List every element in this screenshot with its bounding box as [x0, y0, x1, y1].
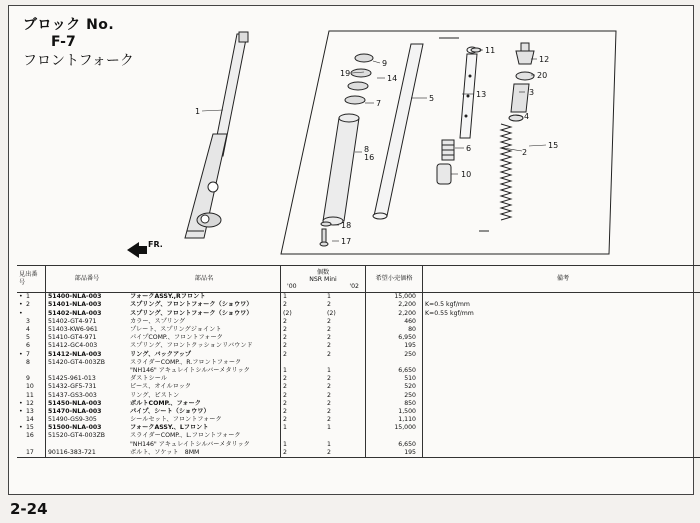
parts-table-body	[17, 293, 700, 458]
qty-col1-cell	[281, 432, 326, 440]
model-label: NSR Mini	[309, 275, 337, 283]
ref-number: 3	[26, 317, 30, 325]
callout-18: 18	[341, 221, 352, 230]
callout-3: 3	[529, 88, 535, 97]
col-remarks-header: 備考	[423, 266, 700, 293]
description-cell: パイプCOMP.、フロントフォーク	[128, 334, 281, 342]
qty-col1-cell: 1	[283, 440, 287, 448]
page-number: 2-24	[10, 500, 48, 518]
block-code: F-7	[51, 34, 76, 50]
qty-col2-cell: 2	[325, 449, 366, 458]
ref-cell	[17, 309, 46, 317]
price-cell	[366, 432, 423, 440]
qty-col1-cell: 2	[283, 301, 287, 309]
part-no-cell: 51470-NLA-003	[48, 407, 102, 415]
catalog-page	[8, 5, 694, 495]
ref-number: 13	[26, 407, 34, 415]
description-cell: スプリング、フロントフォーク（ショウワ）	[128, 309, 281, 317]
ref-cell	[17, 359, 46, 367]
part-no-cell: 51412-GC4-003	[48, 342, 98, 350]
part-no-cell: 51425-961-013	[48, 375, 96, 383]
parts-table	[17, 265, 700, 458]
callout-11: 11	[485, 46, 496, 55]
qty-col2-cell: 1	[325, 424, 366, 432]
new-part-marker: •	[19, 293, 23, 301]
remarks-cell	[423, 375, 700, 383]
price-cell	[366, 359, 423, 367]
main-spring-illustration	[479, 124, 511, 231]
ref-number: 6	[26, 342, 30, 350]
table-row	[17, 293, 700, 302]
price-cell: 1,500	[366, 408, 423, 416]
part-no-cell: 51402-GT4-971	[48, 317, 97, 325]
description-cell: スライダーCOMP.、R.フロントフォーク	[128, 359, 281, 367]
part-no-cell: 51410-GT4-971	[48, 334, 97, 342]
qty-col2-cell: 2	[325, 408, 366, 416]
remarks-cell: K=0.5 kgf/mm	[425, 301, 470, 309]
ref-cell	[17, 342, 46, 350]
qty-col2-cell: 2	[325, 342, 366, 350]
description-cell: ダストシール	[128, 375, 281, 383]
fork-bolt-illustration	[471, 43, 534, 121]
qty-col2-cell: 2	[325, 326, 366, 334]
part-no-cell	[46, 367, 129, 375]
remarks-cell	[423, 449, 700, 458]
callout-13: 13	[476, 90, 487, 99]
price-cell: 195	[366, 449, 423, 458]
part-no-cell: 51490-GS9-305	[48, 416, 97, 424]
table-row	[17, 326, 700, 334]
callout-7: 7	[376, 99, 382, 108]
new-part-marker: •	[19, 309, 23, 317]
price-cell: 80	[366, 326, 423, 334]
qty-col1-cell: 2	[281, 449, 326, 458]
qty-col1-cell: 2	[283, 383, 287, 391]
fork-pipe-illustration	[373, 44, 423, 219]
part-no-cell: 51412-NLA-003	[48, 350, 102, 358]
leader-lines	[202, 50, 546, 241]
qty-col2-label: '02	[349, 282, 359, 290]
ref-cell	[17, 424, 46, 432]
callout-6: 6	[466, 144, 472, 153]
description-cell: "NH146" アキュレイトシルバーメタリック	[128, 440, 281, 448]
ref-number: 17	[26, 448, 34, 456]
table-row	[17, 350, 700, 358]
callout-12: 12	[539, 55, 550, 64]
table-row	[17, 301, 700, 309]
price-cell: 510	[366, 375, 423, 383]
price-cell: 2,200	[366, 301, 423, 309]
ref-number: 2	[26, 301, 30, 309]
table-row	[17, 399, 700, 407]
price-cell: 250	[366, 391, 423, 399]
qty-col2-cell: 2	[325, 301, 366, 309]
remarks-cell: K=0.55 kgf/mm	[425, 309, 474, 317]
table-row	[17, 383, 700, 391]
qty-col1-cell	[281, 359, 326, 367]
part-no-cell: 51402-NLA-003	[48, 309, 102, 317]
exploded-diagram	[9, 6, 693, 261]
remarks-cell	[423, 367, 700, 375]
callout-20: 20	[537, 71, 548, 80]
remarks-cell	[423, 350, 700, 358]
ref-cell	[17, 383, 46, 391]
callout-17: 17	[341, 237, 352, 246]
qty-col1-cell: 2	[283, 407, 287, 415]
qty-col1-cell: 1	[283, 424, 287, 432]
qty-col2-cell: 2	[325, 334, 366, 342]
qty-col1-cell: 2	[283, 416, 287, 424]
description-cell: ピース、オイルロック	[128, 383, 281, 391]
col-part-no-header: 部品番号	[46, 266, 129, 293]
qty-col2-cell: 1	[325, 293, 366, 302]
description-cell: フォークASSY.,Rフロント	[128, 293, 281, 302]
qty-col1-cell: 2	[283, 326, 287, 334]
ref-number: 8	[26, 358, 30, 366]
table-row	[17, 424, 700, 432]
qty-col2-cell: 2	[325, 375, 366, 383]
ref-number: 14	[26, 416, 34, 424]
ref-number: 9	[26, 375, 30, 383]
table-row	[17, 318, 700, 326]
description-cell: プレート、スプリングジョイント	[128, 326, 281, 334]
description-cell: フォークASSY.、Lフロント	[128, 424, 281, 432]
qty-col2-cell: 1	[325, 367, 366, 375]
table-row	[17, 449, 700, 458]
qty-col2-cell: 2	[325, 318, 366, 326]
price-cell: 6,650	[366, 440, 423, 448]
qty-col2-cell: 2	[325, 391, 366, 399]
qty-col2-cell: 1	[325, 440, 366, 448]
qty-col1-cell: 2	[283, 375, 287, 383]
ref-number: 5	[26, 334, 30, 342]
ref-number: 16	[26, 432, 34, 440]
price-cell: 460	[366, 318, 423, 326]
qty-col1-cell: 2	[283, 317, 287, 325]
remarks-cell	[423, 293, 700, 302]
remarks-cell	[423, 432, 700, 440]
table-row	[17, 334, 700, 342]
ref-number: 1	[26, 293, 30, 301]
remarks-cell	[423, 383, 700, 391]
front-direction-arrow	[127, 240, 163, 258]
col-description-header: 部品名	[128, 266, 281, 293]
ref-number: 10	[26, 383, 34, 391]
qty-group-label: 個数	[316, 268, 330, 276]
ref-cell	[17, 399, 46, 407]
remarks-cell	[423, 408, 700, 416]
part-no-cell: 51500-NLA-003	[48, 424, 102, 432]
qty-col1-cell: 2	[283, 391, 287, 399]
callout-16: 16	[364, 153, 375, 162]
description-cell: シールセット、フロントフォーク	[128, 416, 281, 424]
remarks-cell	[423, 424, 700, 432]
description-cell: スプリング、フロントクッションリバウンド	[128, 342, 281, 350]
new-part-marker: •	[19, 350, 23, 358]
table-row	[17, 342, 700, 350]
ref-cell	[17, 391, 46, 399]
part-no-cell: 90116-383-721	[46, 449, 129, 458]
socket-bolt-illustration	[320, 222, 331, 246]
table-row	[17, 309, 700, 317]
price-cell: 15,000	[366, 293, 423, 302]
ref-cell	[17, 416, 46, 424]
remarks-cell	[423, 318, 700, 326]
table-row	[17, 391, 700, 399]
table-row	[17, 375, 700, 383]
table-row	[17, 416, 700, 424]
new-part-marker: •	[19, 399, 23, 407]
part-no-cell: 51450-NLA-003	[48, 399, 102, 407]
qty-col1-cell: 2	[283, 334, 287, 342]
remarks-cell	[423, 399, 700, 407]
remarks-cell	[423, 359, 700, 367]
description-cell: スプリング、フロントフォーク（ショウワ）	[128, 301, 281, 309]
callout-9: 9	[382, 59, 388, 68]
callout-5: 5	[429, 94, 435, 103]
remarks-cell	[423, 391, 700, 399]
price-cell: 250	[366, 350, 423, 358]
qty-col1-cell: 2	[283, 350, 287, 358]
remarks-cell	[423, 342, 700, 350]
qty-year-labels	[283, 283, 363, 290]
callout-10: 10	[461, 170, 472, 179]
table-header-row	[17, 266, 700, 293]
ref-cell	[17, 326, 46, 334]
ref-cell	[17, 350, 46, 358]
ref-cell	[17, 375, 46, 383]
price-cell: 850	[366, 399, 423, 407]
ref-number: 12	[26, 399, 34, 407]
callout-1: 1	[195, 107, 201, 116]
ref-cell	[17, 301, 46, 309]
col-price-header: 希望小売価格	[366, 266, 423, 293]
description-cell: カラー、スプリング	[128, 318, 281, 326]
new-part-marker: •	[19, 301, 23, 309]
col-ref-header: 見出番号	[17, 266, 46, 293]
qty-col1-cell: (2)	[283, 309, 292, 317]
qty-col1-label: '00	[287, 282, 297, 290]
part-no-cell: 51520-GT4-003ZB	[48, 432, 105, 440]
price-cell: 1,110	[366, 416, 423, 424]
qty-col1-cell: 1	[283, 366, 287, 374]
part-no-cell: 51400-NLA-003	[48, 293, 102, 301]
remarks-cell	[423, 334, 700, 342]
callout-15: 15	[548, 141, 559, 150]
part-no-cell: 51401-NLA-003	[48, 301, 102, 309]
callout-8: 8	[364, 145, 370, 154]
remarks-cell	[423, 326, 700, 334]
description-cell: ボルト、ソケット 8MM	[128, 449, 281, 458]
callout-14: 14	[387, 74, 398, 83]
description-cell: リング、ピストン	[128, 391, 281, 399]
qty-col2-cell: (2)	[325, 309, 366, 317]
part-no-cell: 51420-GT4-003ZB	[48, 358, 105, 366]
qty-col2-cell: 2	[325, 416, 366, 424]
seat-pipe-illustration	[460, 47, 477, 138]
table-row	[17, 359, 700, 367]
qty-col2-cell: 2	[325, 350, 366, 358]
ref-number: 15	[26, 424, 34, 432]
ref-cell	[17, 432, 46, 440]
ref-cell	[17, 440, 46, 448]
table-row	[17, 367, 700, 375]
col-qty-header	[281, 266, 366, 293]
table-row	[17, 432, 700, 440]
description-cell: ボルトCOMP.、フォーク	[128, 399, 281, 407]
fork-assembly-illustration	[185, 32, 248, 238]
ref-number: 4	[26, 326, 30, 334]
table-row	[17, 440, 700, 448]
part-no-cell	[46, 440, 129, 448]
ref-cell	[17, 408, 46, 416]
price-cell: 15,000	[366, 424, 423, 432]
part-no-cell: 51437-GS3-003	[48, 391, 97, 399]
ref-cell	[17, 334, 46, 342]
description-cell: スライダーCOMP.、L.フロントフォーク	[128, 432, 281, 440]
block-label: ブロック No.	[23, 17, 115, 33]
ref-number: 7	[26, 350, 30, 358]
ref-cell	[17, 293, 46, 302]
qty-col2-cell	[325, 432, 366, 440]
qty-col2-cell: 2	[325, 383, 366, 391]
new-part-marker: •	[19, 407, 23, 415]
arrow-left-icon	[127, 242, 147, 258]
seal-set-illustration	[345, 54, 373, 104]
part-no-cell: 51432-GF5-731	[48, 383, 97, 391]
ref-cell	[17, 318, 46, 326]
callout-2: 2	[522, 148, 528, 157]
price-cell: 6,950	[366, 334, 423, 342]
price-cell: 195	[366, 342, 423, 350]
price-cell: 2,200	[366, 309, 423, 317]
qty-col1-cell: 1	[283, 293, 287, 301]
new-part-marker: •	[19, 424, 23, 432]
qty-col1-cell: 2	[283, 342, 287, 350]
slider-illustration	[323, 114, 359, 225]
ref-cell	[17, 449, 46, 458]
ref-number: 11	[26, 391, 34, 399]
price-cell: 520	[366, 383, 423, 391]
price-cell: 6,650	[366, 367, 423, 375]
table-row	[17, 408, 700, 416]
qty-col2-cell: 2	[325, 399, 366, 407]
block-name: フロントフォーク	[23, 53, 134, 69]
description-cell: パイプ、シート（ショウワ）	[128, 408, 281, 416]
description-cell: "NH146" アキュレイトシルバーメタリック	[128, 367, 281, 375]
remarks-cell	[423, 440, 700, 448]
qty-col2-cell	[325, 359, 366, 367]
ref-cell	[17, 367, 46, 375]
qty-col1-cell: 2	[283, 399, 287, 407]
rebound-spring-illustration	[437, 140, 454, 184]
callout-4: 4	[524, 112, 530, 121]
remarks-cell	[423, 416, 700, 424]
callout-19: 19	[340, 69, 351, 78]
direction-label: FR.	[148, 240, 163, 249]
description-cell: リング、バックアップ	[128, 350, 281, 358]
part-no-cell: 51403-KW6-961	[48, 326, 98, 334]
